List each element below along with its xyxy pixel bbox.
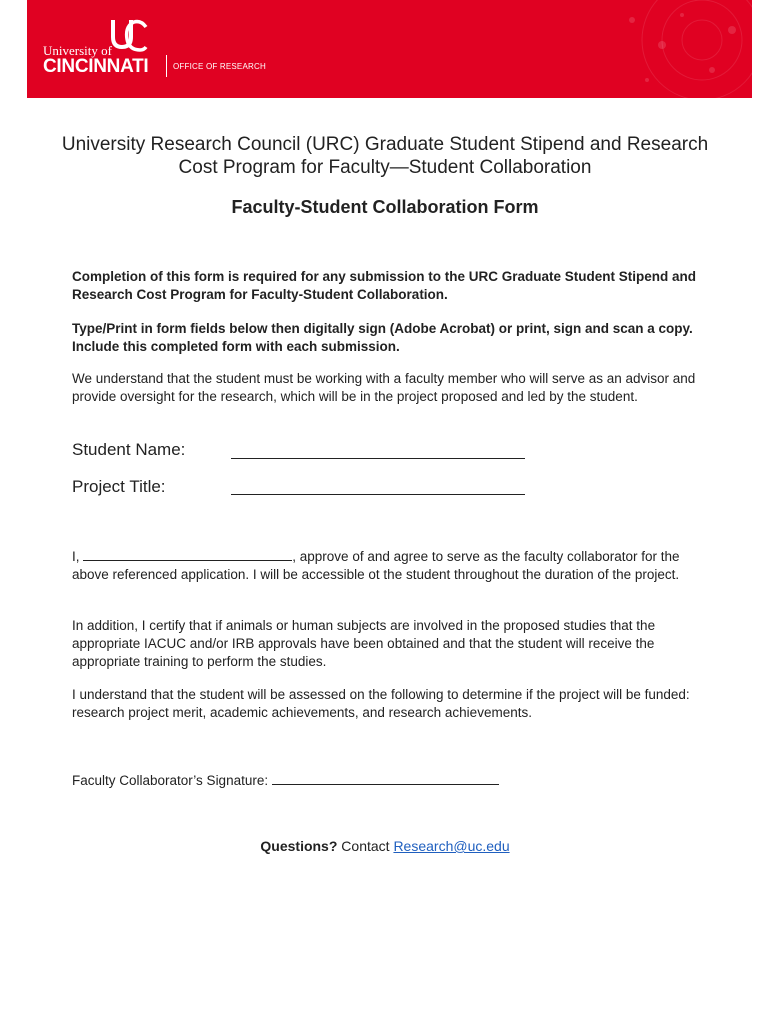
- document-title: University Research Council (URC) Graduate Student Stipend and Research Cost Program for Faculty—Student Collaboration: [61, 134, 709, 178]
- signature-field[interactable]: [272, 772, 499, 785]
- signature-label: Faculty Collaborator’s Signature:: [72, 773, 269, 788]
- project-title-field[interactable]: [231, 476, 525, 495]
- decorative-pattern: [552, 0, 752, 98]
- faculty-name-field[interactable]: [83, 548, 292, 561]
- contact-email-link[interactable]: Research@uc.edu: [393, 838, 510, 854]
- uc-logo-icon: [108, 17, 148, 57]
- intro-paragraph-2: Type/Print in form fields below then digitally sign (Adobe Acrobat) or print, sign and scan a copy. Include this completed form with each submission.: [72, 321, 693, 354]
- approval-text: , approve of and agree to serve as the faculty collaborator for the above referenced application. I will be accessible ot the student throughout the duration of the project.: [72, 549, 680, 582]
- contact-label: Contact: [341, 838, 390, 854]
- approval-prefix: I,: [72, 549, 80, 564]
- understanding-paragraph: We understand that the student must be working with a faculty member who will serve as an advisor and provide oversight for the research, which will be in the project proposed and led by the student.: [72, 371, 696, 404]
- student-name-label: Student Name:: [72, 440, 186, 459]
- assessment-paragraph: I understand that the student will be assessed on the following to determine if the project will be funded: research project merit, academic achievements, and research achievements.: [72, 687, 690, 720]
- university-name: CINCINNATI: [43, 56, 149, 77]
- logo-divider: [166, 55, 167, 77]
- university-of-text: University of: [43, 43, 112, 58]
- approval-paragraph: [72, 548, 702, 584]
- certify-paragraph: In addition, I certify that if animals or human subjects are involved in the proposed studies that the appropriate IACUC and/or IRB approvals have been obtained and that the student will receive the appropriate training to perform the studies.: [72, 618, 656, 669]
- form-title: Faculty-Student Collaboration Form: [231, 197, 539, 217]
- header-banner: [27, 0, 752, 98]
- office-of-research: OFFICE OF RESEARCH: [173, 62, 266, 71]
- signature-row: [72, 772, 702, 790]
- student-name-field[interactable]: [231, 440, 525, 459]
- intro-paragraph-1: Completion of this form is required for any submission to the URC Graduate Student Stipend and Research Cost Program for Faculty-Student Collaboration.: [72, 269, 697, 302]
- questions-label: Questions?: [260, 838, 338, 854]
- project-title-label: Project Title:: [72, 477, 166, 496]
- contact-line: [0, 838, 770, 854]
